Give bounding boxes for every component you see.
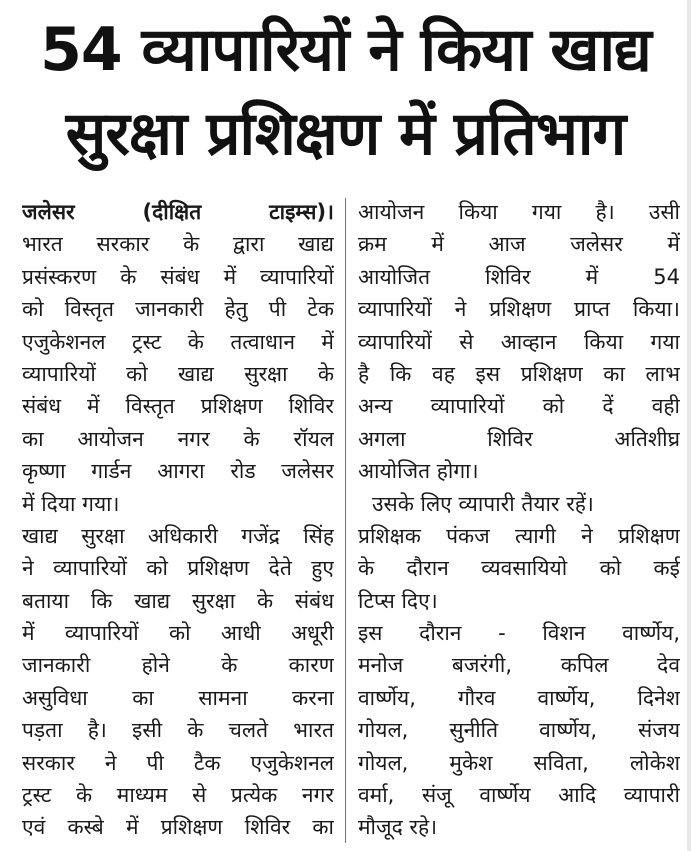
text-line: आयोजित होगा। <box>358 459 479 484</box>
text-line: प्रसंस्करण के संबंध में व्यापारियों <box>22 264 334 289</box>
text-line: अन्य व्यापारियों को दें वही <box>358 394 680 419</box>
text-line: कृष्णा गार्डन आगरा रोड जलेसर <box>22 459 334 484</box>
text-line: व्यापारियों को खाद्य सुरक्षा के <box>22 361 334 386</box>
dateline: जलेसर (दीक्षित टाइम्स)। <box>22 200 334 224</box>
headline-line-1: 54 व्यापारियों ने किया खाद्य <box>40 15 651 85</box>
text-line: इस दौरान - विशन वार्ष्णेय, <box>358 621 680 646</box>
text-line: प्रशिक्षक पंकज त्यागी ने प्रशिक्षण <box>358 523 680 548</box>
text-line: वार्ष्णेय, गौरव वार्ष्णेय, दिनेश <box>358 685 680 710</box>
text-line: भारत सरकार के द्वारा खाद्य <box>22 232 334 257</box>
text-line: क्रम में आज जलेसर में <box>358 232 680 257</box>
text-line: बताया कि खाद्य सुरक्षा के संबंध <box>22 588 334 613</box>
text-line: एजुकेशनल ट्रस्ट के तत्वाधान में <box>22 329 334 354</box>
text-line: मौजूद रहे। <box>358 815 438 840</box>
text-line: के दौरान व्यवसायियो को कई <box>358 556 680 581</box>
text-line: असुविधा का सामना करना <box>22 685 334 710</box>
text-line: को विस्तृत जानकारी हेतु पी टेक <box>22 297 334 322</box>
article-column-left <box>22 196 334 844</box>
text-line: पड़ता है। इसी के चलते भारत <box>22 718 334 743</box>
text-line: व्यापारियों से आव्हान किया गया <box>358 329 680 354</box>
text-line: खाद्य सुरक्षा अधिकारी गजेंद्र सिंह <box>22 523 334 548</box>
column-divider <box>345 198 346 843</box>
text-line: ने व्यापारियों को प्रशिक्षण देते हुए <box>22 556 334 581</box>
text-line: संबंध में विस्तृत प्रशिक्षण शिविर <box>22 394 334 419</box>
text-line: टिप्स दिए। <box>358 588 438 613</box>
text-line: का आयोजन नगर के रॉयल <box>22 426 334 451</box>
headline-line-2: सुरक्षा प्रशिक्षण में प्रतिभाग <box>65 99 626 169</box>
text-line: अगला शिविर अतिशीघ्र <box>358 426 680 451</box>
text-line: एवं कस्बे में प्रशिक्षण शिविर का <box>22 815 334 840</box>
text-line: जानकारी होने के कारण <box>22 653 334 678</box>
text-line: मनोज बजरंगी, कपिल देव <box>358 653 680 678</box>
text-line: व्यापारियों ने प्रशिक्षण प्राप्त किया। <box>358 297 680 322</box>
text-line: आयोजित शिविर में 54 <box>358 264 680 289</box>
article-column-right <box>358 196 680 844</box>
text-line: है कि वह इस प्रशिक्षण का लाभ <box>358 361 680 386</box>
text-line: सरकार ने पी टैक एजुकेशनल <box>22 750 334 775</box>
text-line: गोयल, मुकेश सविता, लोकेश <box>358 750 680 775</box>
text-line: गोयल, सुनीति वार्ष्णेय, संजय <box>358 718 680 743</box>
text-line: में व्यापारियों को आधी अधूरी <box>22 621 334 646</box>
text-line: वर्मा, संजू वार्ष्णेय आदि व्यापारी <box>358 783 680 808</box>
headline <box>0 8 691 176</box>
page-edge <box>687 0 691 851</box>
text-line: उसके लिए व्यापारी तैयार रहें। <box>372 491 594 516</box>
text-line: ट्रस्ट के माध्यम से प्रत्येक नगर <box>22 783 334 808</box>
text-line: आयोजन किया गया है। उसी <box>358 200 680 224</box>
text-line: में दिया गया। <box>22 491 120 516</box>
